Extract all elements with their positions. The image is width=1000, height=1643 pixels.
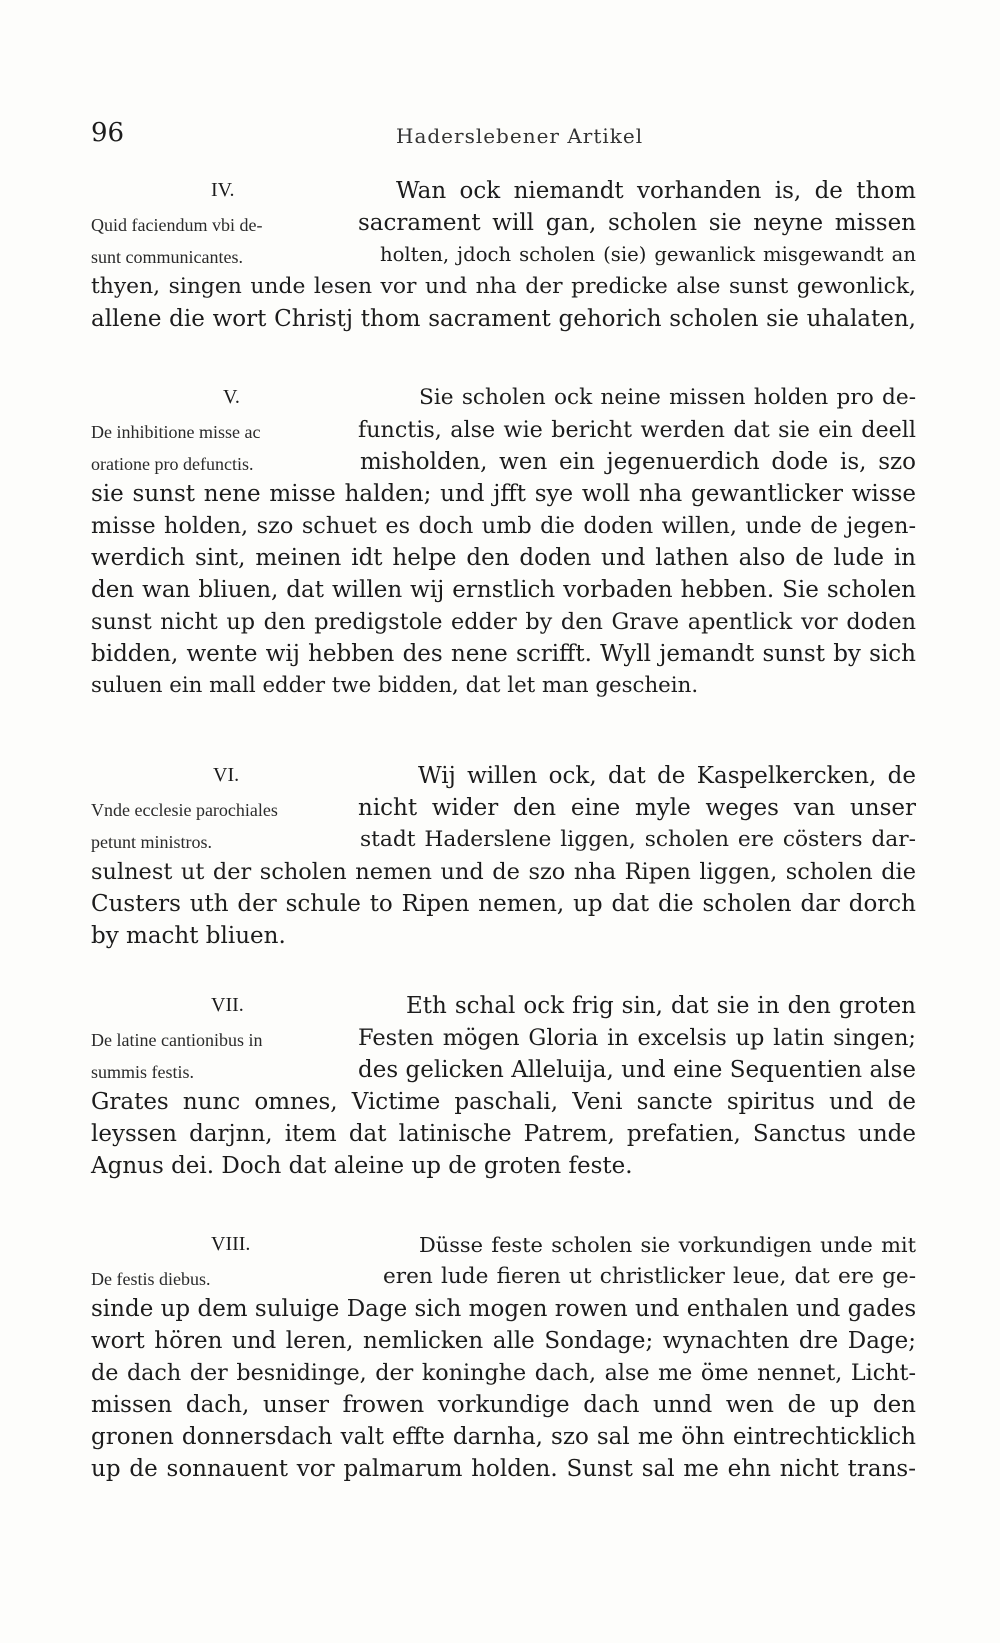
text-line: Düsse feste scholen sie vorkundigen unde mit: [419, 1233, 916, 1257]
text-line: functis, alse wie bericht werden dat sie ein deell: [358, 417, 916, 443]
text-line: Festen mögen Gloria in excelsis up latin singen;: [358, 1025, 916, 1051]
text-line: bidden, wente wij hebben des nene scrifft. Wyll jemandt sunst by sich: [91, 641, 916, 667]
text-line: up de sonnauent vor palmarum holden. Sunst sal me ehn nicht trans-: [91, 1456, 916, 1482]
margin-note-line: summis festis.: [91, 1062, 195, 1082]
article-iv: [91, 175, 917, 355]
text-line: Eth schal ock frig sin, dat sie in den groten: [406, 993, 916, 1019]
margin-note-line: De festis diebus.: [91, 1269, 211, 1289]
text-line: suluen ein mall edder twe bidden, dat let man geschein.: [91, 673, 699, 698]
text-line: des gelicken Alleluija, und eine Sequentien alse: [358, 1057, 916, 1083]
text-line: sunst nicht up den predigstole edder by den Grave apentlick vor doden: [91, 609, 916, 635]
article-vi: [91, 760, 917, 970]
text-line: Wan ock niemandt vorhanden is, de thom: [396, 178, 916, 204]
margin-note: [91, 209, 351, 273]
text-line: nicht wider den eine myle weges van unser: [358, 795, 916, 821]
text-line: sacrament will gan, scholen sie neyne missen: [358, 210, 916, 236]
text-line: thyen, singen unde lesen vor und nha der predicke alse sunst gewonlick,: [91, 274, 916, 299]
margin-note-line: De inhibitione misse ac: [91, 422, 261, 442]
text-line: holten, jdoch scholen (sie) gewanlick misgewandt an: [380, 243, 916, 266]
text-line: eren lude fieren ut christlicker leue, dat ere ge-: [383, 1264, 916, 1289]
text-line: wort hören und leren, nemlicken alle Sondage; wynachten dre Dage;: [91, 1328, 916, 1354]
text-line: Sie scholen ock neine missen holden pro de-: [419, 385, 916, 410]
text-line: Grates nunc omnes, Victime paschali, Veni sancte spiritus und de: [91, 1089, 916, 1115]
text-line: misse holden, szo schuet es doch umb die doden willen, unde de jegen-: [91, 513, 916, 539]
text-line: Wij willen ock, dat de Kaspelkercken, de: [418, 763, 916, 789]
margin-note-line: Quid faciendum vbi de-: [91, 215, 263, 235]
page-header: [91, 112, 911, 152]
text-line: missen dach, unser frowen vorkundige dach unnd wen de up den: [91, 1392, 916, 1418]
article-v: [91, 382, 917, 727]
margin-note: [91, 1263, 351, 1295]
text-line: Custers uth der schule to Ripen nemen, up dat die scholen dar dorch: [91, 891, 916, 917]
margin-note-line: Vnde ecclesie parochiales: [91, 800, 278, 820]
text-line: by macht bliuen.: [91, 923, 286, 949]
text-line: den wan bliuen, dat willen wij ernstlich vorbaden hebben. Sie scholen: [91, 577, 916, 603]
margin-note-line: De latine cantionibus in: [91, 1030, 263, 1050]
text-line: gronen donnersdach valt effte darnha, szo sal me öhn eintrechticklich: [91, 1424, 916, 1450]
margin-note: [91, 1024, 351, 1088]
margin-note-line: oratione pro defunctis.: [91, 454, 254, 474]
text-line: sulnest ut der scholen nemen und de szo nha Ripen liggen, scholen die: [91, 859, 916, 885]
article-number: VI.: [213, 764, 240, 786]
text-line: misholden, wen ein jegenuerdich dode is, szo: [360, 449, 916, 475]
text-line: stadt Haderslene liggen, scholen ere cösters dar-: [360, 827, 916, 852]
margin-note-line: petunt ministros.: [91, 832, 212, 852]
article-number: VIII.: [211, 1233, 251, 1255]
text-line: leyssen darjnn, item dat latinische Patrem, prefatien, Sanctus unde: [91, 1121, 916, 1147]
article-viii: [91, 1229, 917, 1509]
text-line: werdich sint, meinen idt helpe den doden und lathen also de lude in: [91, 545, 916, 571]
margin-note: [91, 416, 351, 480]
text-line: sie sunst nene misse halden; und jfft sye woll nha gewantlicker wisse: [91, 481, 916, 507]
text-line: allene die wort Christj thom sacrament gehorich scholen sie uhalaten,: [91, 306, 916, 332]
text-line: Agnus dei. Doch dat aleine up de groten feste.: [91, 1153, 633, 1179]
article-number: VII.: [211, 994, 244, 1016]
text-line: de dach der besnidinge, der koninghe dach, alse me öme nennet, Licht-: [91, 1360, 916, 1386]
article-vii: [91, 990, 917, 1200]
text-line: sinde up dem suluige Dage sich mogen rowen und enthalen und gades: [91, 1296, 917, 1322]
article-number: V.: [223, 386, 240, 408]
article-number: IV.: [211, 179, 235, 201]
page-number: 96: [91, 118, 125, 148]
margin-note-line: sunt communicantes.: [91, 247, 243, 267]
margin-note: [91, 794, 351, 858]
running-head: Haderslebener Artikel: [396, 124, 644, 148]
